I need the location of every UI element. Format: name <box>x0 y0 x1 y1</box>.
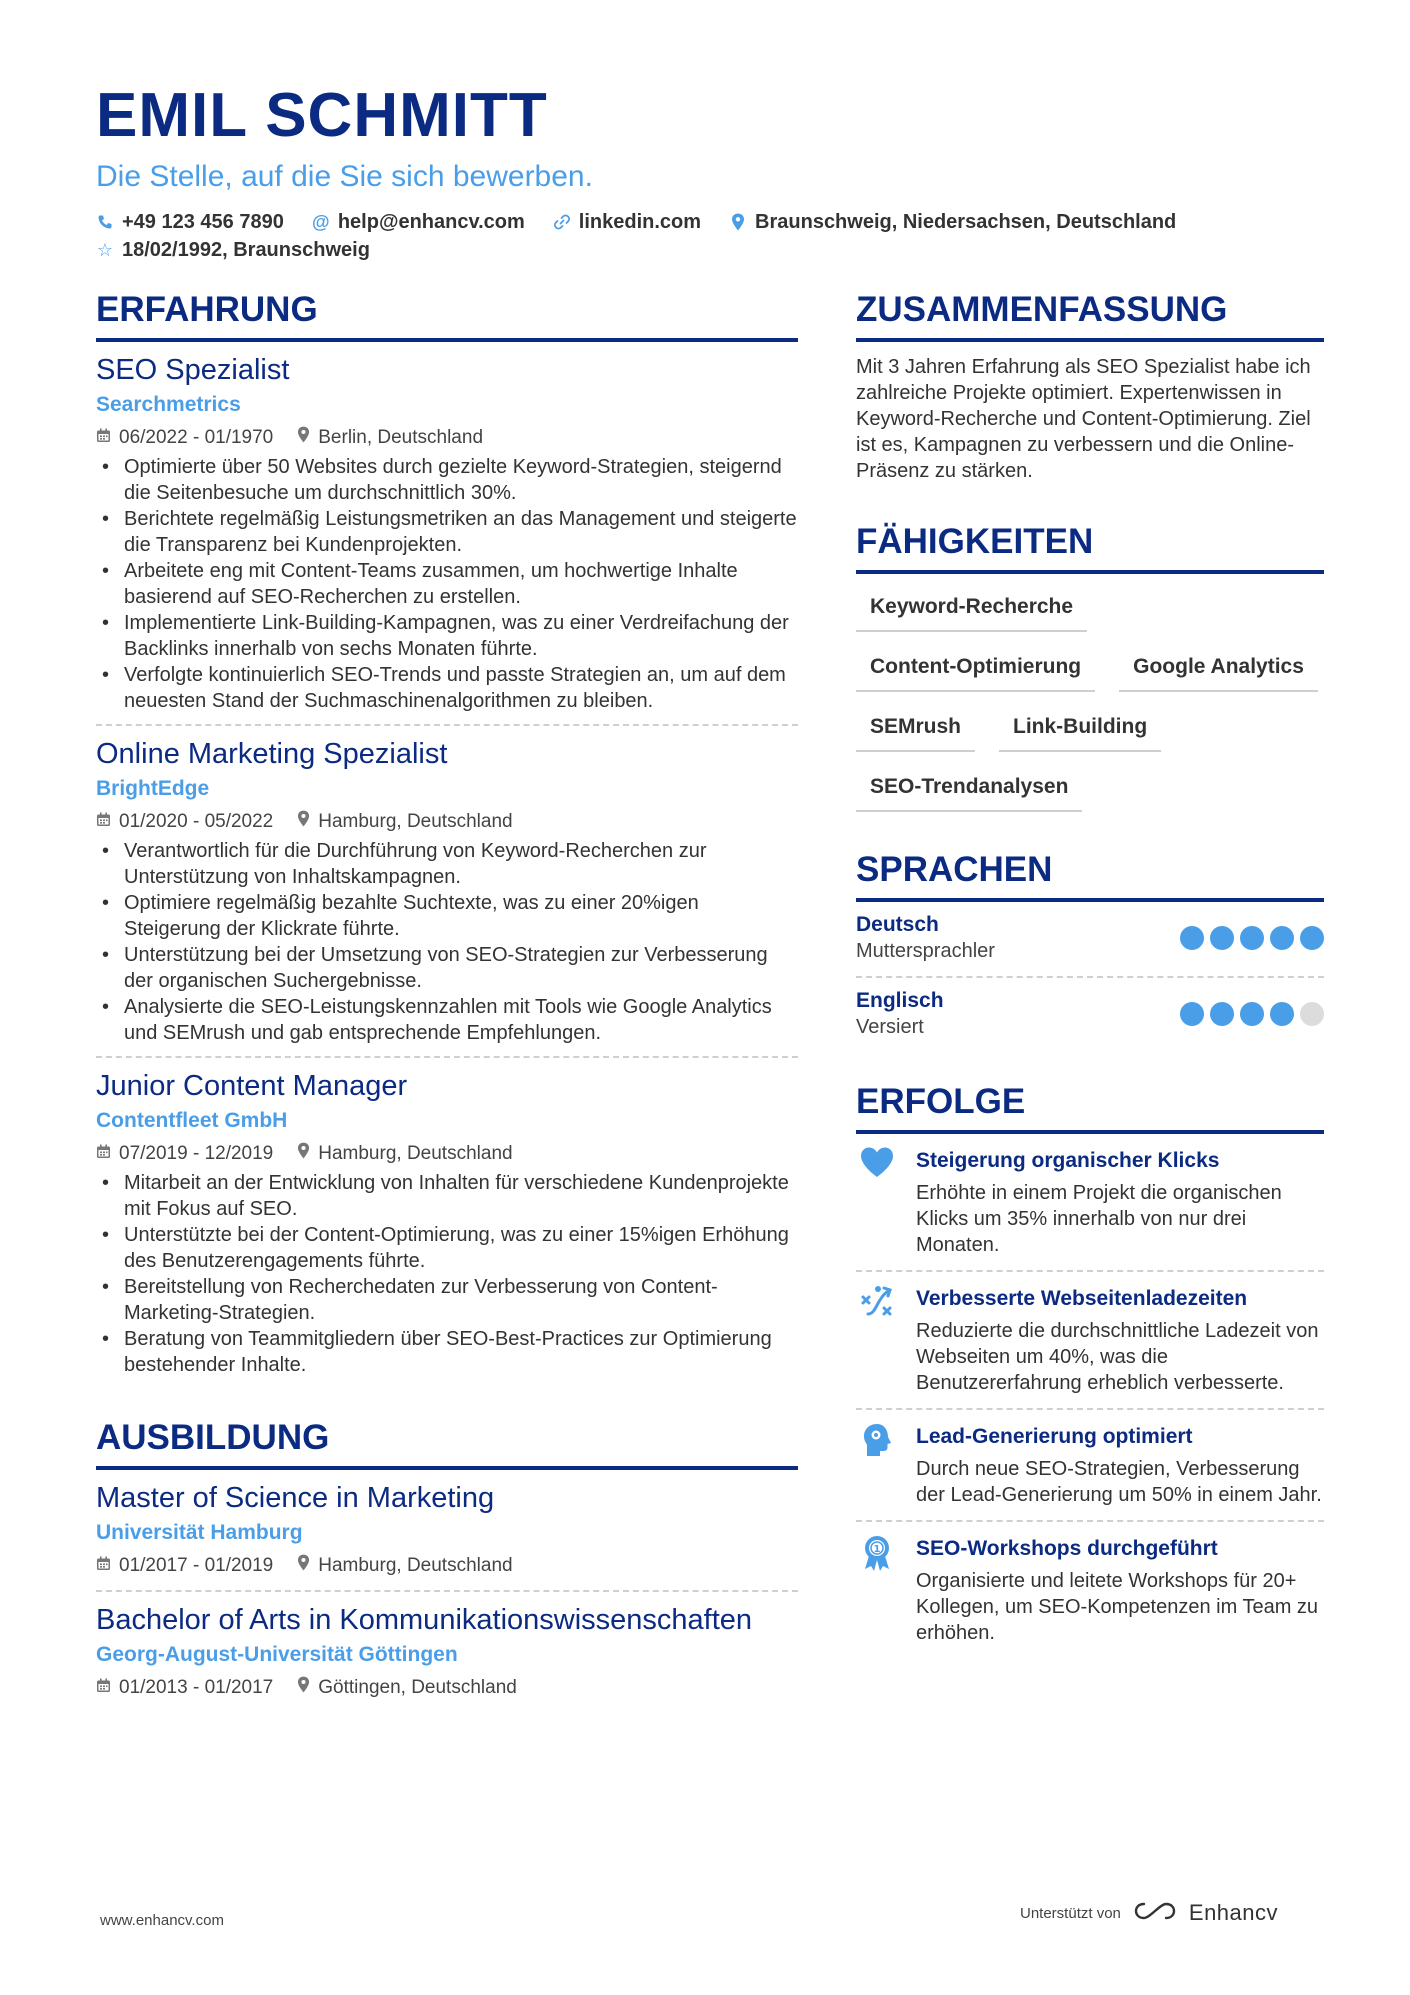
head-icon <box>856 1422 898 1508</box>
location-pin-icon <box>729 213 747 231</box>
phone-icon <box>96 214 114 230</box>
dates-text: 01/2013 - 01/2017 <box>119 1677 274 1698</box>
entry-dates <box>96 424 273 452</box>
entry-meta <box>96 424 798 452</box>
location-text: Hamburg, Deutschland <box>318 1555 513 1576</box>
education-entry <box>96 1592 798 1712</box>
rating-dot <box>1300 926 1324 950</box>
resume-header <box>96 80 1316 264</box>
powered-by-label: Unterstützt von <box>1020 1904 1121 1922</box>
achievement-title: Steigerung organischer Klicks <box>916 1149 1220 1172</box>
rating-dot <box>1270 1002 1294 1026</box>
bullet-item: • Implementierte Link-Building-Kampagnen, was zu einer Verdreifachung der Backlinks innerhalb von sechs Monaten führte. <box>96 610 798 662</box>
bullet-item: • Verantwortlich für die Durchführung von Keyword-Recherchen zur Unterstützung von Inhaltskampagnen. <box>96 838 798 890</box>
achievement-body <box>916 1422 1324 1508</box>
bullet-item: • Optimierte über 50 Websites durch gezielte Keyword-Strategien, steigernd die Seitenbesuche um durchschnittlich 30%. <box>96 454 798 506</box>
school-name: Universität Hamburg <box>96 1521 303 1544</box>
location-pin-icon <box>297 424 310 452</box>
job-title: Junior Content Manager <box>96 1070 408 1102</box>
location-pin-icon <box>297 1674 310 1702</box>
entry-meta <box>96 1552 798 1580</box>
location-pin-icon <box>297 1552 310 1580</box>
email-address[interactable]: help@enhancv.com <box>337 211 525 233</box>
location-text: Braunschweig, Niedersachsen, Deutschland <box>755 211 1177 233</box>
link-icon <box>553 213 571 231</box>
contact-phone <box>96 208 284 236</box>
bullet-item: • Unterstützte bei der Content-Optimierung, was zu einer 15%igen Erhöhung des Benutzerengagements führte. <box>96 1222 798 1274</box>
calendar-icon <box>96 424 111 452</box>
calendar-icon <box>96 1552 111 1580</box>
dates-text: 07/2019 - 12/2019 <box>119 1143 274 1164</box>
job-title: Online Marketing Spezialist <box>96 738 448 770</box>
entry-location <box>297 424 483 452</box>
rating-dot <box>1210 1002 1234 1026</box>
bullet-item: • Beratung von Teammitgliedern über SEO-Best-Practices zur Optimierung bestehender Inhalte. <box>96 1326 798 1378</box>
calendar-icon <box>96 808 111 836</box>
dates-text: 06/2022 - 01/1970 <box>119 427 274 448</box>
rating-dot <box>1300 1002 1324 1026</box>
contact-birth <box>96 236 370 264</box>
skill-tag: SEMrush <box>856 712 975 752</box>
target-role: Die Stelle, auf die Sie sich bewerben. <box>96 160 593 193</box>
contact-linkedin[interactable] <box>553 208 701 236</box>
contact-email[interactable] <box>312 208 525 236</box>
skill-tag: Link-Building <box>999 712 1161 752</box>
experience-section <box>96 288 798 1388</box>
achievements-list <box>856 1134 1324 1658</box>
degree-title: Master of Science in Marketing <box>96 1482 495 1514</box>
bullet-item: • Verfolgte kontinuierlich SEO-Trends und passte Strategien an, um auf dem neuesten Stand der Suchmaschinenalgorithmen zu bleiben. <box>96 662 798 714</box>
candidate-name: EMIL SCHMITT <box>96 81 548 150</box>
entry-dates <box>96 1552 273 1580</box>
contact-info <box>96 208 1316 264</box>
skill-tag: Content-Optimierung <box>856 652 1095 692</box>
summary-text: Mit 3 Jahren Erfahrung als SEO Spezialist habe ich zahlreiche Projekte optimiert. Expertenwissen in Keyword-Recherche und Content-Optimierung. Ziel ist es, Kampagnen zu verbessern und die Online-Präsenz zu stärken. <box>856 356 1311 482</box>
rating-dot <box>1270 926 1294 950</box>
achievement-item <box>856 1522 1324 1658</box>
company-name: Contentfleet GmbH <box>96 1109 288 1132</box>
language-rating <box>1180 1002 1324 1026</box>
location-text: Berlin, Deutschland <box>318 427 484 448</box>
calendar-icon <box>96 1674 111 1702</box>
summary-section <box>856 288 1324 484</box>
location-pin-icon <box>297 808 310 836</box>
bullet-item: • Optimiere regelmäßig bezahlte Suchtexte, was zu einer 20%igen Steigerung der Klickrate führte. <box>96 890 798 942</box>
language-row <box>856 978 1324 1052</box>
entry-dates <box>96 1140 273 1168</box>
entry-location <box>297 1552 512 1580</box>
education-list <box>96 1470 798 1712</box>
bullet-item: • Unterstützung bei der Umsetzung von SEO-Strategien zur Verbesserung der organischen Suchergebnisse. <box>96 942 798 994</box>
at-icon: @ <box>312 212 330 232</box>
achievement-title: Verbesserte Webseitenladezeiten <box>916 1287 1248 1310</box>
experience-heading: ERFAHRUNG <box>96 288 798 342</box>
bullet-item: • Mitarbeit an der Entwicklung von Inhalten für verschiedene Kundenprojekte mit Fokus auf SEO. <box>96 1170 798 1222</box>
achievements-heading: ERFOLGE <box>856 1080 1324 1134</box>
achievement-bullets <box>96 838 798 1046</box>
achievement-item <box>856 1134 1324 1272</box>
svg-text:1: 1 <box>873 1544 881 1555</box>
calendar-icon <box>96 1140 111 1168</box>
rating-dot <box>1180 926 1204 950</box>
bullet-item: • Analysierte die SEO-Leistungskennzahlen mit Tools wie Google Analytics und SEMrush und gab entsprechende Empfehlungen. <box>96 994 798 1046</box>
strategy-icon <box>856 1284 898 1396</box>
heart-icon <box>856 1146 898 1258</box>
company-name: BrightEdge <box>96 777 210 800</box>
language-rating <box>1180 926 1324 950</box>
entry-dates <box>96 1674 273 1702</box>
company-name: Searchmetrics <box>96 393 241 416</box>
skills-heading: FÄHIGKEITEN <box>856 520 1324 574</box>
job-title: SEO Spezialist <box>96 354 290 386</box>
bullet-item: • Berichtete regelmäßig Leistungsmetriken an das Management und steigerte die Transparenz bei Kundenprojekten. <box>96 506 798 558</box>
skills-list <box>856 592 1324 812</box>
experience-entry <box>96 342 798 726</box>
birth-text: 18/02/1992, Braunschweig <box>122 239 370 261</box>
achievement-description: Organisierte und leitete Workshops für 20+ Kollegen, um SEO-Kompetenzen im Team zu erhöhen. <box>916 1570 1319 1644</box>
left-column <box>96 288 798 1712</box>
rating-dot <box>1240 926 1264 950</box>
education-section <box>96 1416 798 1712</box>
rating-dot <box>1240 1002 1264 1026</box>
bullet-item: • Bereitstellung von Recherchedaten zur Verbesserung von Content-Marketing-Strategien. <box>96 1274 798 1326</box>
achievement-title: Lead-Generierung optimiert <box>916 1425 1193 1448</box>
footer-website[interactable]: www.enhancv.com <box>100 1912 224 1929</box>
degree-title: Bachelor of Arts in Kommunikationswissenschaften <box>96 1604 753 1636</box>
achievement-description: Erhöhte in einem Projekt die organischen Klicks um 35% innerhalb von nur drei Monaten. <box>916 1182 1282 1256</box>
right-column <box>856 288 1324 1658</box>
skill-tag: SEO-Trendanalysen <box>856 772 1082 812</box>
skill-tag: Keyword-Recherche <box>856 592 1087 632</box>
education-heading: AUSBILDUNG <box>96 1416 798 1470</box>
location-pin-icon <box>297 1140 310 1168</box>
language-info <box>856 988 944 1040</box>
language-info <box>856 912 995 964</box>
location-text: Hamburg, Deutschland <box>318 1143 513 1164</box>
linkedin-url[interactable]: linkedin.com <box>578 211 702 233</box>
achievement-bullets <box>96 1170 798 1378</box>
summary-heading: ZUSAMMENFASSUNG <box>856 288 1324 342</box>
achievement-description: Reduzierte die durchschnittliche Ladezeit von Webseiten um 40%, was die Benutzererfahrung erheblich verbesserte. <box>916 1320 1319 1394</box>
rating-dot <box>1210 926 1234 950</box>
contact-location <box>729 208 1176 236</box>
languages-heading: SPRACHEN <box>856 848 1324 902</box>
achievement-body <box>916 1284 1324 1396</box>
language-name: Englisch <box>856 989 944 1012</box>
location-text: Hamburg, Deutschland <box>318 811 513 832</box>
achievement-title: SEO-Workshops durchgeführt <box>916 1537 1218 1560</box>
experience-entry <box>96 1058 798 1388</box>
school-name: Georg-August-Universität Göttingen <box>96 1643 458 1666</box>
education-entry <box>96 1470 798 1592</box>
rating-dot <box>1180 1002 1204 1026</box>
dates-text: 01/2017 - 01/2019 <box>119 1555 274 1576</box>
entry-location <box>297 808 512 836</box>
achievement-body <box>916 1146 1324 1258</box>
languages-list <box>856 902 1324 1052</box>
achievement-item <box>856 1410 1324 1522</box>
experience-entry <box>96 726 798 1058</box>
award-icon <box>856 1534 898 1646</box>
entry-meta <box>96 1140 798 1168</box>
entry-dates <box>96 808 273 836</box>
achievement-bullets <box>96 454 798 714</box>
footer-branding <box>1020 1900 1278 1926</box>
achievements-section <box>856 1080 1324 1658</box>
language-level: Versiert <box>856 1016 924 1038</box>
entry-meta <box>96 808 798 836</box>
languages-section <box>856 848 1324 1052</box>
experience-list <box>96 342 798 1388</box>
skills-section <box>856 520 1324 812</box>
brand-name: Enhancv <box>1188 1900 1279 1925</box>
entry-location <box>297 1140 512 1168</box>
entry-location <box>297 1674 517 1702</box>
language-level: Muttersprachler <box>856 940 995 962</box>
language-row <box>856 902 1324 978</box>
star-icon: ☆ <box>96 240 114 260</box>
achievement-item <box>856 1272 1324 1410</box>
dates-text: 01/2020 - 05/2022 <box>119 811 274 832</box>
bullet-item: • Arbeitete eng mit Content-Teams zusammen, um hochwertige Inhalte basierend auf SEO-Recherchen zu erstellen. <box>96 558 798 610</box>
achievement-description: Durch neue SEO-Strategien, Verbesserung der Lead-Generierung um 50% in einem Jahr. <box>916 1458 1322 1506</box>
achievement-body <box>916 1534 1324 1646</box>
phone-number: +49 123 456 7890 <box>122 211 284 233</box>
language-name: Deutsch <box>856 913 939 936</box>
entry-meta <box>96 1674 798 1702</box>
skill-tag: Google Analytics <box>1119 652 1318 692</box>
location-text: Göttingen, Deutschland <box>318 1677 517 1698</box>
enhancv-logo-icon <box>1133 1900 1177 1926</box>
